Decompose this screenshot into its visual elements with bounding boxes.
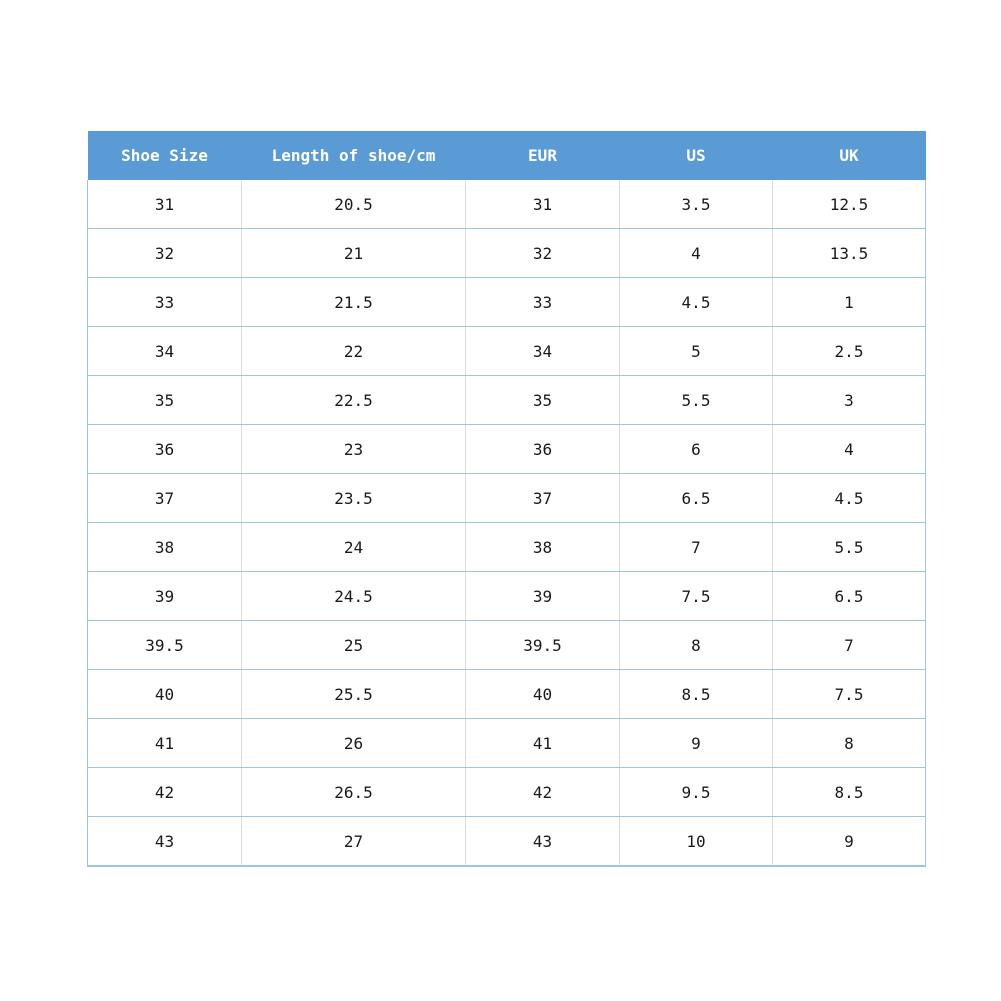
cell-length-cm: 22 [242,327,466,376]
cell-uk: 13.5 [773,229,926,278]
cell-length-cm: 20.5 [242,180,466,229]
cell-eur: 43 [466,817,620,867]
cell-uk: 3 [773,376,926,425]
cell-eur: 35 [466,376,620,425]
header-eur: EUR [466,131,620,180]
cell-eur: 39.5 [466,621,620,670]
cell-uk: 8 [773,719,926,768]
table-row [88,376,926,425]
cell-length-cm: 24 [242,523,466,572]
cell-shoe-size: 38 [88,523,242,572]
cell-us: 8 [620,621,773,670]
cell-us: 5.5 [620,376,773,425]
table-row [88,180,926,229]
table-row [88,523,926,572]
table-row [88,572,926,621]
cell-uk: 7.5 [773,670,926,719]
cell-length-cm: 25.5 [242,670,466,719]
table-row [88,474,926,523]
cell-eur: 40 [466,670,620,719]
cell-shoe-size: 39 [88,572,242,621]
cell-shoe-size: 33 [88,278,242,327]
cell-uk: 7 [773,621,926,670]
cell-us: 6.5 [620,474,773,523]
cell-us: 5 [620,327,773,376]
cell-shoe-size: 42 [88,768,242,817]
cell-us: 9 [620,719,773,768]
cell-us: 3.5 [620,180,773,229]
table-row [88,768,926,817]
header-length-cm: Length of shoe/cm [242,131,466,180]
table-row [88,670,926,719]
cell-shoe-size: 39.5 [88,621,242,670]
header-shoe-size: Shoe Size [88,131,242,180]
cell-uk: 5.5 [773,523,926,572]
cell-us: 10 [620,817,773,867]
table-body [88,180,926,866]
cell-length-cm: 25 [242,621,466,670]
cell-us: 6 [620,425,773,474]
cell-eur: 36 [466,425,620,474]
table-row [88,278,926,327]
cell-eur: 33 [466,278,620,327]
cell-shoe-size: 34 [88,327,242,376]
cell-uk: 12.5 [773,180,926,229]
cell-shoe-size: 35 [88,376,242,425]
cell-us: 4 [620,229,773,278]
table-row [88,621,926,670]
cell-length-cm: 26 [242,719,466,768]
cell-us: 4.5 [620,278,773,327]
cell-eur: 34 [466,327,620,376]
cell-shoe-size: 37 [88,474,242,523]
table-header [88,131,926,180]
cell-shoe-size: 32 [88,229,242,278]
cell-length-cm: 21 [242,229,466,278]
cell-uk: 9 [773,817,926,867]
cell-length-cm: 23.5 [242,474,466,523]
table-row [88,817,926,867]
cell-shoe-size: 36 [88,425,242,474]
cell-length-cm: 26.5 [242,768,466,817]
cell-length-cm: 27 [242,817,466,867]
cell-eur: 41 [466,719,620,768]
cell-length-cm: 22.5 [242,376,466,425]
shoe-size-table [87,131,926,867]
cell-eur: 39 [466,572,620,621]
header-row [88,131,926,180]
cell-eur: 42 [466,768,620,817]
cell-eur: 37 [466,474,620,523]
cell-length-cm: 24.5 [242,572,466,621]
cell-uk: 1 [773,278,926,327]
cell-shoe-size: 31 [88,180,242,229]
cell-uk: 4.5 [773,474,926,523]
cell-shoe-size: 41 [88,719,242,768]
cell-eur: 38 [466,523,620,572]
cell-us: 7.5 [620,572,773,621]
cell-eur: 32 [466,229,620,278]
cell-shoe-size: 40 [88,670,242,719]
header-uk: UK [773,131,926,180]
cell-eur: 31 [466,180,620,229]
cell-us: 7 [620,523,773,572]
cell-us: 9.5 [620,768,773,817]
cell-uk: 8.5 [773,768,926,817]
table-row [88,425,926,474]
header-us: US [620,131,773,180]
cell-shoe-size: 43 [88,817,242,867]
cell-uk: 4 [773,425,926,474]
table-row [88,327,926,376]
cell-uk: 6.5 [773,572,926,621]
cell-length-cm: 23 [242,425,466,474]
table-row [88,719,926,768]
table-row [88,229,926,278]
cell-us: 8.5 [620,670,773,719]
cell-uk: 2.5 [773,327,926,376]
cell-length-cm: 21.5 [242,278,466,327]
